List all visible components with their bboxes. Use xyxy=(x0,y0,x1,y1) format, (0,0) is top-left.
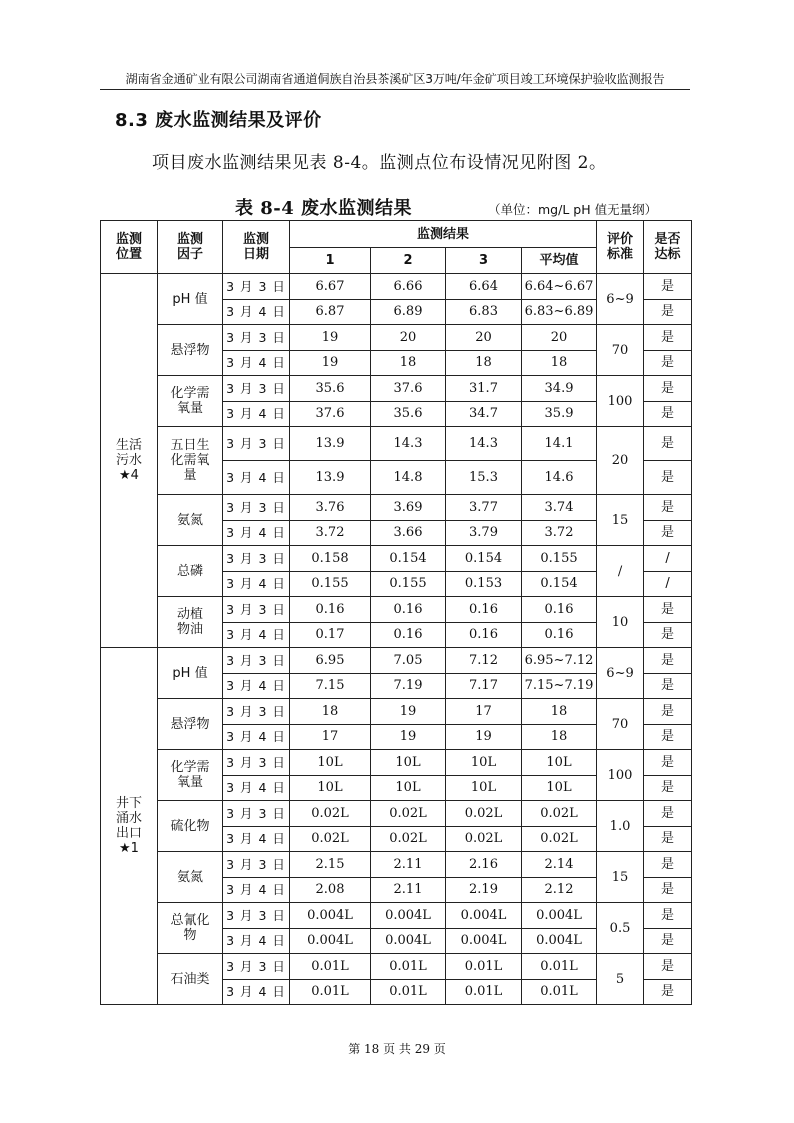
evaluation-standard: 15 xyxy=(597,495,644,546)
result-1: 0.01L xyxy=(290,979,371,1005)
result-average: 34.9 xyxy=(522,376,597,402)
monitoring-factor-cell xyxy=(158,597,223,648)
monitoring-factor: 石油类 xyxy=(170,971,210,987)
sample-date: 3 月 3 日 xyxy=(223,546,290,572)
compliance-status: 是 xyxy=(644,461,692,495)
result-1: 37.6 xyxy=(290,401,371,427)
result-1: 0.01L xyxy=(290,954,371,980)
result-2: 7.19 xyxy=(371,673,446,699)
monitoring-factor: 化学需 氧量 xyxy=(170,386,210,416)
monitoring-factor: 总磷 xyxy=(176,563,203,579)
evaluation-standard: 100 xyxy=(597,376,644,427)
evaluation-standard: 0.5 xyxy=(597,903,644,954)
result-1: 2.08 xyxy=(290,877,371,903)
evaluation-standard: 1.0 xyxy=(597,801,644,852)
result-1: 13.9 xyxy=(290,461,371,495)
sample-date: 3 月 3 日 xyxy=(223,597,290,623)
table-row xyxy=(101,750,692,776)
result-1: 6.67 xyxy=(290,274,371,300)
result-average: 0.01L xyxy=(522,979,597,1005)
table-row xyxy=(101,274,692,300)
sample-date: 3 月 4 日 xyxy=(223,299,290,325)
report-header: 湖南省金通矿业有限公司湖南省通道侗族自治县茶溪矿区3万吨/年金矿项目竣工环境保护验收监测报告 xyxy=(125,72,665,86)
result-1: 6.87 xyxy=(290,299,371,325)
result-average: 18 xyxy=(522,350,597,376)
result-3: 0.16 xyxy=(446,597,522,623)
header-factor xyxy=(158,221,223,274)
result-1: 19 xyxy=(290,350,371,376)
result-3: 3.79 xyxy=(446,520,522,546)
sample-date: 3 月 4 日 xyxy=(223,979,290,1005)
result-2: 10L xyxy=(371,775,446,801)
result-2: 2.11 xyxy=(371,852,446,878)
compliance-status: 是 xyxy=(644,495,692,521)
result-2: 0.155 xyxy=(371,571,446,597)
result-2: 19 xyxy=(371,699,446,725)
sample-date: 3 月 3 日 xyxy=(223,648,290,674)
header-divider xyxy=(100,89,690,90)
sample-date: 3 月 4 日 xyxy=(223,928,290,954)
evaluation-standard: 100 xyxy=(597,750,644,801)
sample-date: 3 月 3 日 xyxy=(223,427,290,461)
result-3: 34.7 xyxy=(446,401,522,427)
result-average: 2.14 xyxy=(522,852,597,878)
result-2: 0.01L xyxy=(371,979,446,1005)
result-average: 2.12 xyxy=(522,877,597,903)
monitoring-factor-cell xyxy=(158,274,223,325)
result-3: 0.02L xyxy=(446,826,522,852)
intro-paragraph: 项目废水监测结果见表 8-4。监测点位布设情况见附图 2。 xyxy=(152,153,607,173)
table-row xyxy=(101,903,692,929)
result-2: 0.02L xyxy=(371,801,446,827)
result-1: 0.17 xyxy=(290,622,371,648)
result-2: 19 xyxy=(371,724,446,750)
header-standard-text: 评价 标准 xyxy=(607,232,634,262)
monitoring-factor-cell xyxy=(158,954,223,1005)
compliance-status: 是 xyxy=(644,648,692,674)
compliance-status: 是 xyxy=(644,673,692,699)
result-3: 0.004L xyxy=(446,928,522,954)
sample-date: 3 月 4 日 xyxy=(223,826,290,852)
result-3: 0.01L xyxy=(446,979,522,1005)
sample-date: 3 月 4 日 xyxy=(223,571,290,597)
result-average: 20 xyxy=(522,325,597,351)
result-2: 20 xyxy=(371,325,446,351)
result-average: 18 xyxy=(522,724,597,750)
result-3: 19 xyxy=(446,724,522,750)
result-3: 6.64 xyxy=(446,274,522,300)
table-row xyxy=(101,954,692,980)
result-2: 0.154 xyxy=(371,546,446,572)
result-3: 2.19 xyxy=(446,877,522,903)
result-1: 19 xyxy=(290,325,371,351)
result-average: 0.01L xyxy=(522,954,597,980)
table-row xyxy=(101,699,692,725)
compliance-status: 是 xyxy=(644,852,692,878)
result-3: 0.02L xyxy=(446,801,522,827)
sample-date: 3 月 3 日 xyxy=(223,903,290,929)
compliance-status: 是 xyxy=(644,597,692,623)
table-row xyxy=(101,801,692,827)
evaluation-standard: 70 xyxy=(597,699,644,750)
compliance-status: 是 xyxy=(644,274,692,300)
sample-date: 3 月 3 日 xyxy=(223,699,290,725)
result-1: 35.6 xyxy=(290,376,371,402)
header-site-text: 监测 位置 xyxy=(115,232,142,262)
monitoring-factor-cell xyxy=(158,801,223,852)
table-row xyxy=(101,376,692,402)
result-3: 31.7 xyxy=(446,376,522,402)
monitoring-factor: pH 值 xyxy=(172,291,208,307)
result-3: 0.154 xyxy=(446,546,522,572)
table-row xyxy=(101,325,692,351)
result-average: 3.74 xyxy=(522,495,597,521)
compliance-status: 是 xyxy=(644,724,692,750)
sample-date: 3 月 4 日 xyxy=(223,724,290,750)
result-1: 18 xyxy=(290,699,371,725)
results-body xyxy=(101,274,692,1005)
monitoring-site: 井下 涌水 出口 ★1 xyxy=(115,796,142,856)
sample-date: 3 月 3 日 xyxy=(223,954,290,980)
result-1: 0.004L xyxy=(290,928,371,954)
compliance-status: 是 xyxy=(644,427,692,461)
evaluation-standard: 5 xyxy=(597,954,644,1005)
result-1: 7.15 xyxy=(290,673,371,699)
section-heading: 8.3 废水监测结果及评价 xyxy=(115,110,322,131)
monitoring-factor-cell xyxy=(158,648,223,699)
monitoring-factor-cell xyxy=(158,427,223,495)
result-1: 10L xyxy=(290,775,371,801)
sample-date: 3 月 4 日 xyxy=(223,622,290,648)
result-3: 10L xyxy=(446,775,522,801)
result-average: 35.9 xyxy=(522,401,597,427)
sample-date: 3 月 4 日 xyxy=(223,673,290,699)
evaluation-standard: 70 xyxy=(597,325,644,376)
result-2: 0.02L xyxy=(371,826,446,852)
result-average: 14.1 xyxy=(522,427,597,461)
sample-date: 3 月 3 日 xyxy=(223,495,290,521)
monitoring-factor: 悬浮物 xyxy=(170,342,210,358)
result-average: 3.72 xyxy=(522,520,597,546)
sample-date: 3 月 4 日 xyxy=(223,520,290,546)
header-date xyxy=(223,221,290,274)
monitoring-factor: 氨氮 xyxy=(176,512,203,528)
table-row xyxy=(101,597,692,623)
result-2: 10L xyxy=(371,750,446,776)
compliance-status: 是 xyxy=(644,903,692,929)
result-1: 3.76 xyxy=(290,495,371,521)
table-caption: 表 8-4 废水监测结果 xyxy=(235,198,413,219)
result-average: 0.155 xyxy=(522,546,597,572)
monitoring-factor-cell xyxy=(158,852,223,903)
header-run-1: 1 xyxy=(290,248,371,274)
header-date-text: 监测 日期 xyxy=(242,232,269,262)
result-average: 18 xyxy=(522,699,597,725)
sample-date: 3 月 4 日 xyxy=(223,461,290,495)
result-average: 6.64~6.67 xyxy=(522,274,597,300)
table-row xyxy=(101,546,692,572)
compliance-status: 是 xyxy=(644,979,692,1005)
result-2: 3.66 xyxy=(371,520,446,546)
result-average: 10L xyxy=(522,775,597,801)
result-3: 0.153 xyxy=(446,571,522,597)
result-1: 0.004L xyxy=(290,903,371,929)
monitoring-factor-cell xyxy=(158,325,223,376)
result-3: 3.77 xyxy=(446,495,522,521)
result-average: 0.02L xyxy=(522,801,597,827)
evaluation-standard: 20 xyxy=(597,427,644,495)
result-2: 6.89 xyxy=(371,299,446,325)
result-3: 0.004L xyxy=(446,903,522,929)
monitoring-site-cell xyxy=(101,648,158,1005)
result-3: 7.12 xyxy=(446,648,522,674)
result-3: 20 xyxy=(446,325,522,351)
result-1: 17 xyxy=(290,724,371,750)
monitoring-factor: 五日生 化需氧 量 xyxy=(170,438,210,483)
result-2: 0.01L xyxy=(371,954,446,980)
page-number: 第 18 页 共 29 页 xyxy=(348,1042,446,1056)
header-compliant-text: 是否 达标 xyxy=(654,232,681,262)
result-2: 37.6 xyxy=(371,376,446,402)
result-3: 0.16 xyxy=(446,622,522,648)
sample-date: 3 月 3 日 xyxy=(223,750,290,776)
sample-date: 3 月 4 日 xyxy=(223,775,290,801)
table-row xyxy=(101,852,692,878)
compliance-status: 是 xyxy=(644,325,692,351)
result-average: 7.15~7.19 xyxy=(522,673,597,699)
compliance-status: / xyxy=(644,546,692,572)
result-average: 0.004L xyxy=(522,928,597,954)
sample-date: 3 月 3 日 xyxy=(223,376,290,402)
sample-date: 3 月 3 日 xyxy=(223,801,290,827)
sample-date: 3 月 4 日 xyxy=(223,877,290,903)
header-run-3: 3 xyxy=(446,248,522,274)
sample-date: 3 月 3 日 xyxy=(223,852,290,878)
result-3: 10L xyxy=(446,750,522,776)
result-3: 6.83 xyxy=(446,299,522,325)
result-2: 35.6 xyxy=(371,401,446,427)
compliance-status: 是 xyxy=(644,520,692,546)
monitoring-site: 生活 污水 ★4 xyxy=(115,438,142,483)
result-average: 10L xyxy=(522,750,597,776)
compliance-status: 是 xyxy=(644,877,692,903)
compliance-status: 是 xyxy=(644,954,692,980)
result-3: 15.3 xyxy=(446,461,522,495)
result-2: 7.05 xyxy=(371,648,446,674)
compliance-status: 是 xyxy=(644,376,692,402)
header-results: 监测结果 xyxy=(290,221,597,248)
monitoring-factor: pH 值 xyxy=(172,665,208,681)
result-1: 10L xyxy=(290,750,371,776)
result-2: 3.69 xyxy=(371,495,446,521)
result-3: 17 xyxy=(446,699,522,725)
compliance-status: 是 xyxy=(644,801,692,827)
compliance-status: 是 xyxy=(644,299,692,325)
result-1: 13.9 xyxy=(290,427,371,461)
result-1: 6.95 xyxy=(290,648,371,674)
monitoring-factor: 悬浮物 xyxy=(170,716,210,732)
result-average: 6.95~7.12 xyxy=(522,648,597,674)
result-average: 14.6 xyxy=(522,461,597,495)
compliance-status: 是 xyxy=(644,928,692,954)
monitoring-factor-cell xyxy=(158,750,223,801)
monitoring-factor-cell xyxy=(158,903,223,954)
result-3: 7.17 xyxy=(446,673,522,699)
header-factor-text: 监测 因子 xyxy=(176,232,203,262)
monitoring-factor: 氨氮 xyxy=(176,869,203,885)
result-1: 3.72 xyxy=(290,520,371,546)
result-average: 0.16 xyxy=(522,597,597,623)
result-average: 0.154 xyxy=(522,571,597,597)
evaluation-standard: 15 xyxy=(597,852,644,903)
table-row xyxy=(101,427,692,461)
result-2: 0.004L xyxy=(371,903,446,929)
result-2: 6.66 xyxy=(371,274,446,300)
sample-date: 3 月 3 日 xyxy=(223,325,290,351)
header-site xyxy=(101,221,158,274)
header-standard xyxy=(597,221,644,274)
result-2: 0.004L xyxy=(371,928,446,954)
monitoring-site-cell xyxy=(101,274,158,648)
result-3: 0.01L xyxy=(446,954,522,980)
wastewater-results-table xyxy=(100,220,692,1005)
table-row xyxy=(101,648,692,674)
result-2: 18 xyxy=(371,350,446,376)
evaluation-standard: / xyxy=(597,546,644,597)
result-1: 2.15 xyxy=(290,852,371,878)
result-average: 0.004L xyxy=(522,903,597,929)
monitoring-factor-cell xyxy=(158,546,223,597)
result-1: 0.16 xyxy=(290,597,371,623)
result-3: 18 xyxy=(446,350,522,376)
compliance-status: 是 xyxy=(644,622,692,648)
result-1: 0.155 xyxy=(290,571,371,597)
compliance-status: 是 xyxy=(644,826,692,852)
monitoring-factor: 动植 物油 xyxy=(176,607,203,637)
header-run-2: 2 xyxy=(371,248,446,274)
compliance-status: 是 xyxy=(644,699,692,725)
result-2: 0.16 xyxy=(371,622,446,648)
result-3: 2.16 xyxy=(446,852,522,878)
sample-date: 3 月 4 日 xyxy=(223,350,290,376)
compliance-status: 是 xyxy=(644,750,692,776)
compliance-status: 是 xyxy=(644,401,692,427)
result-2: 14.3 xyxy=(371,427,446,461)
result-1: 0.02L xyxy=(290,801,371,827)
compliance-status: 是 xyxy=(644,775,692,801)
sample-date: 3 月 3 日 xyxy=(223,274,290,300)
result-average: 0.16 xyxy=(522,622,597,648)
monitoring-factor-cell xyxy=(158,495,223,546)
monitoring-factor-cell xyxy=(158,376,223,427)
sample-date: 3 月 4 日 xyxy=(223,401,290,427)
result-average: 0.02L xyxy=(522,826,597,852)
evaluation-standard: 6~9 xyxy=(597,648,644,699)
header-compliant xyxy=(644,221,692,274)
evaluation-standard: 10 xyxy=(597,597,644,648)
compliance-status: / xyxy=(644,571,692,597)
table-unit-note: （单位：mg/L pH 值无量纲） xyxy=(488,202,658,217)
result-2: 0.16 xyxy=(371,597,446,623)
result-1: 0.158 xyxy=(290,546,371,572)
monitoring-factor: 化学需 氧量 xyxy=(170,760,210,790)
result-2: 14.8 xyxy=(371,461,446,495)
evaluation-standard: 6~9 xyxy=(597,274,644,325)
result-average: 6.83~6.89 xyxy=(522,299,597,325)
monitoring-factor: 硫化物 xyxy=(170,818,210,834)
compliance-status: 是 xyxy=(644,350,692,376)
monitoring-factor-cell xyxy=(158,699,223,750)
table-caption-row xyxy=(100,194,690,220)
result-2: 2.11 xyxy=(371,877,446,903)
header-average: 平均值 xyxy=(522,248,597,274)
table-row xyxy=(101,495,692,521)
result-1: 0.02L xyxy=(290,826,371,852)
result-3: 14.3 xyxy=(446,427,522,461)
monitoring-factor: 总氰化 物 xyxy=(170,913,210,943)
